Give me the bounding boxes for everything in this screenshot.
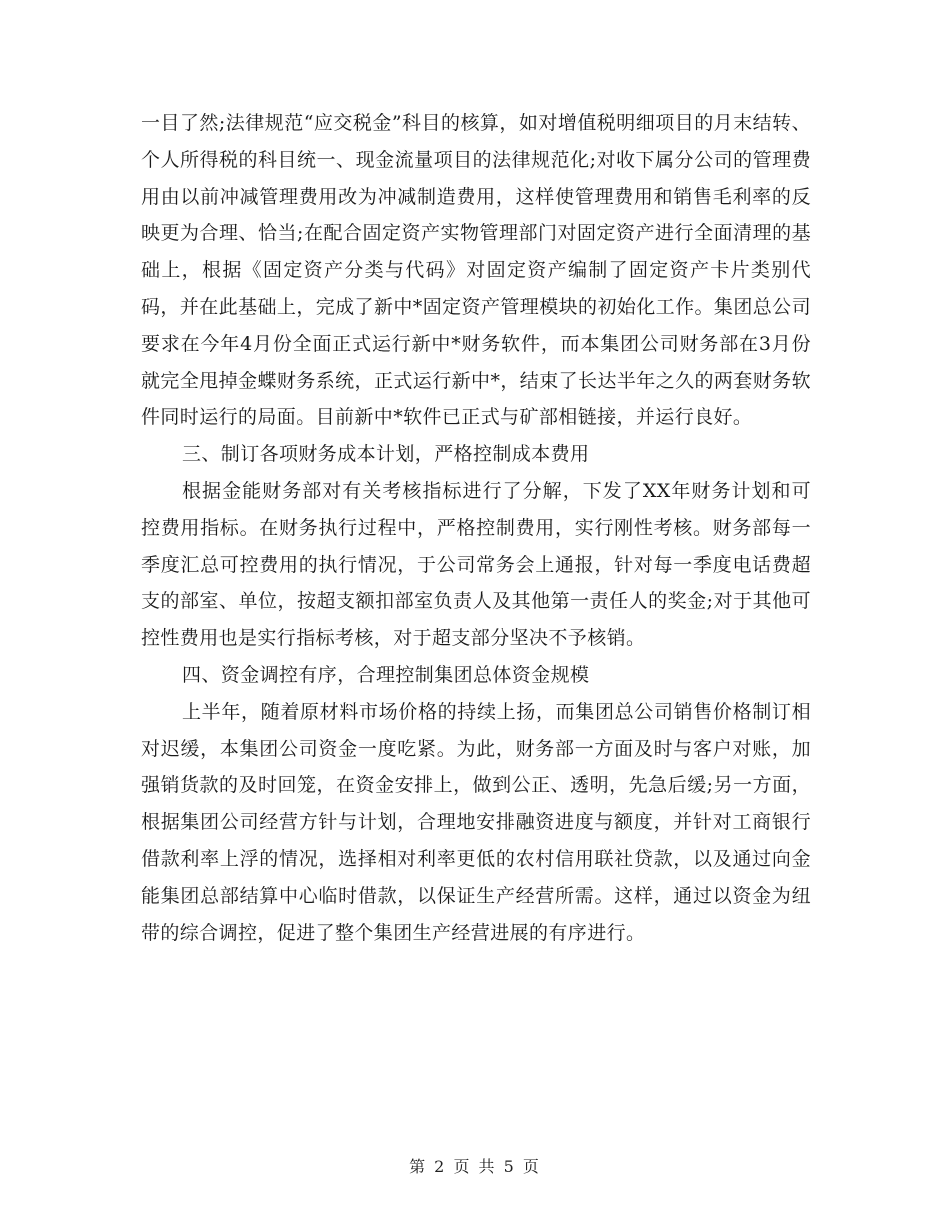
page-footer: 第 2 页 共 5 页 — [409, 1157, 541, 1176]
paragraph-section-4: 上半年，随着原材料市场价格的持续上扬，而集团总公司销售价格制订相对迟缓，本集团公司资金一度吃紧。为此，财务部一方面及时与客户对账，加强销货款的及时回笼，在资金安排上，做到公正、透明，先急后缓;另一方面，根据集团公司经营方针与计划，合理地安排融资进度与额度，并针对工商银行借款利率上浮的情况，选择相对利率更低的农村信用联社贷款，以及通过向金能集团总部结算中心临时借款，以保证生产经营所需。这样，通过以资金为纽带的综合调控，促进了整个集团生产经营进展的有序进行。 — [141, 700, 811, 944]
paragraph-section-3: 根据金能财务部对有关考核指标进行了分解，下发了XX年财务计划和可控费用指标。在财务执行过程中，严格控制费用，实行刚性考核。财务部每一季度汇总可控费用的执行情况，于公司常务会上通报，针对每一季度电话费超支的部室、单位，按超支额扣部室负责人及其他第一责任人的奖金;对于其他可控性费用也是实行指标考核，对于超支部分坚决不予核销。 — [141, 479, 811, 650]
paragraph-continuation: 一目了然;法律规范“应交税金”科目的核算，如对增值税明细项目的月末结转、个人所得税的科目统一、现金流量项目的法律规范化;对收下属分公司的管理费用由以前冲减管理费用改为冲减制造费用，这样使管理费用和销售毛利率的反映更为合理、恰当;在配合固定资产实物管理部门对固定资产进行全面清理的基础上，根据《固定资产分类与代码》对固定资产编制了固定资产卡片类别代码，并在此基础上，完成了新中*固定资产管理模块的初始化工作。集团总公司要求在今年4月份全面正式运行新中*财务软件，而本集团公司财务部在3月份就完全甩掉金蝶财务系统，正式运行新中*，结束了长达半年之久的两套财务软件同时运行的局面。目前新中*软件已正式与矿部相链接，并运行良好。 — [141, 112, 811, 429]
section-heading-3: 三、制订各项财务成本计划，严格控制成本费用 — [182, 443, 590, 466]
document-page — [141, 105, 811, 951]
section-heading-4: 四、资金调控有序，合理控制集团总体资金规模 — [182, 663, 590, 686]
